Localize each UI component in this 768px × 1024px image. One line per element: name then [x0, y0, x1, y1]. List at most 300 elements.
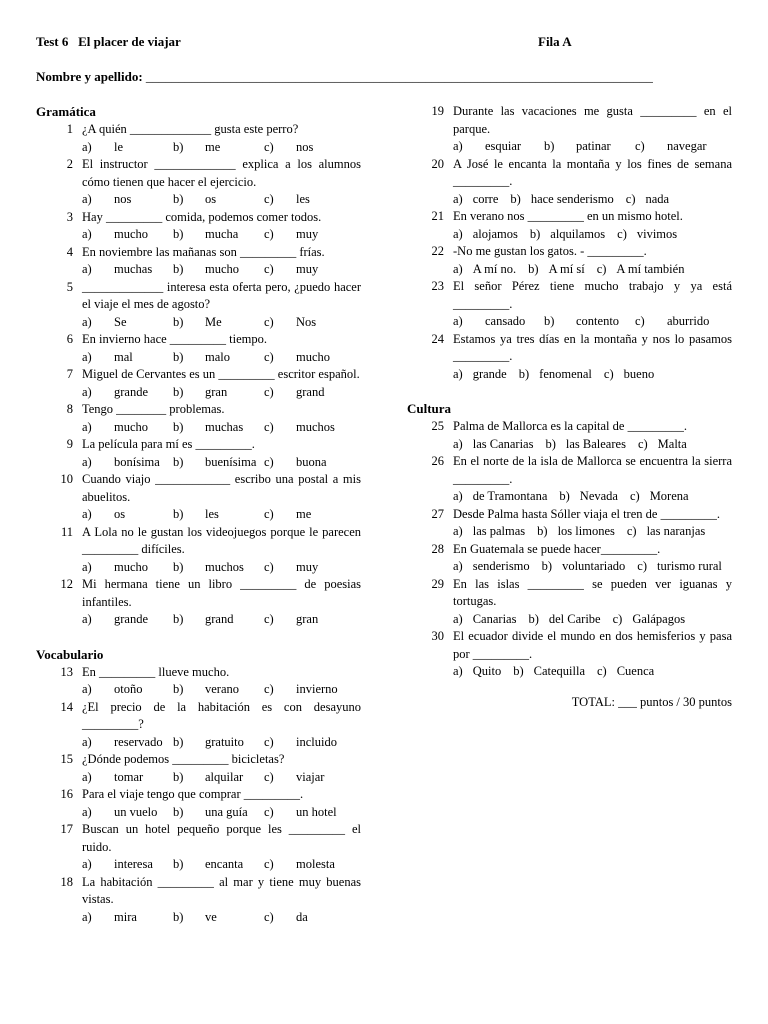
option-letter: c) [264, 314, 274, 329]
option-c[interactable] [637, 558, 722, 576]
option-c[interactable] [613, 611, 685, 629]
option-b[interactable] [519, 366, 592, 384]
option-a[interactable] [82, 559, 173, 577]
option-text: mucho [114, 227, 149, 241]
option-text: los limones [557, 524, 615, 538]
option-b[interactable] [173, 909, 264, 927]
answer-options-7 [36, 384, 361, 402]
option-c[interactable] [264, 611, 355, 629]
question-number: 23 [431, 279, 444, 293]
option-a[interactable] [453, 611, 516, 629]
option-text: le [114, 139, 124, 154]
option-c[interactable] [264, 856, 355, 874]
option-text: mucha [205, 227, 239, 241]
fila-label: Fila A [538, 34, 572, 49]
option-c[interactable] [264, 909, 355, 927]
option-b[interactable] [530, 226, 605, 244]
option-text: hace senderismo [530, 191, 614, 206]
option-b[interactable] [173, 191, 264, 209]
question-number: 30 [431, 629, 444, 643]
option-a[interactable] [82, 804, 173, 822]
option-a[interactable] [453, 523, 525, 541]
option-text: muy [296, 262, 319, 276]
question-25 [407, 418, 732, 436]
answer-options-26 [407, 488, 732, 506]
question-number: 18 [60, 874, 73, 889]
option-b[interactable] [528, 611, 600, 629]
option-c[interactable] [264, 191, 355, 209]
option-letter: c) [264, 139, 274, 154]
option-c[interactable] [264, 419, 355, 437]
question-number: 11 [60, 524, 73, 539]
option-a[interactable] [453, 313, 544, 331]
option-letter: a) [82, 419, 92, 434]
option-a[interactable] [82, 454, 173, 472]
question-number: 21 [431, 209, 444, 223]
question-27 [407, 506, 732, 524]
answer-options-6 [36, 349, 361, 367]
option-text: Malta [657, 436, 687, 451]
option-b[interactable] [173, 226, 264, 244]
option-letter: a) [453, 559, 463, 573]
option-letter: c) [603, 366, 614, 381]
option-text: bueno [623, 366, 655, 381]
option-b[interactable] [173, 139, 264, 157]
option-letter: a) [453, 366, 463, 381]
question-number: 10 [60, 472, 73, 486]
left-column [36, 103, 361, 926]
option-text: grand [205, 612, 234, 626]
option-c[interactable] [597, 261, 685, 279]
question-16 [36, 786, 361, 804]
option-text: Se [114, 314, 127, 329]
option-letter: a) [82, 804, 92, 819]
option-text: mucho [114, 559, 149, 574]
option-letter: b) [513, 664, 524, 678]
answer-options-22 [407, 261, 732, 279]
option-letter: a) [453, 489, 463, 503]
option-b[interactable] [173, 681, 264, 699]
question-text: El instructor _____________ explica a los alumnos cómo tienen que hacer el ejercicio. [82, 157, 361, 189]
option-text: turismo rural [656, 559, 722, 573]
question-text: El ecuador divide el mundo en dos hemisferios y pasa por _________. [453, 629, 732, 661]
option-letter: c) [625, 191, 636, 206]
option-letter: a) [453, 261, 463, 276]
option-text: verano [205, 682, 240, 696]
option-letter: c) [264, 454, 274, 469]
option-text: muchos [205, 559, 244, 574]
option-c[interactable] [264, 769, 355, 787]
option-letter: b) [529, 226, 541, 241]
option-a[interactable] [82, 611, 173, 629]
option-letter: c) [612, 611, 623, 626]
option-letter: b) [173, 384, 184, 399]
question-text: -No me gustan los gatos. - _________. [453, 244, 647, 258]
option-b[interactable] [173, 734, 264, 752]
option-b[interactable] [173, 384, 264, 402]
option-b[interactable] [542, 558, 626, 576]
option-a[interactable] [82, 261, 173, 279]
option-a[interactable] [453, 436, 533, 454]
option-text: Cuenca [616, 664, 655, 678]
question-22 [407, 243, 732, 261]
option-letter: a) [82, 139, 92, 154]
option-c[interactable] [638, 436, 687, 454]
option-text: las naranjas [646, 524, 706, 538]
option-text: A mí no. [472, 261, 517, 276]
option-letter: c) [626, 524, 637, 538]
option-letter: c) [597, 664, 607, 678]
name-label: Nombre y apellido: [36, 69, 143, 84]
option-letter: c) [596, 261, 607, 276]
option-letter: c) [264, 349, 274, 364]
option-a[interactable] [453, 226, 518, 244]
question-29 [407, 576, 732, 611]
option-text: encanta [205, 857, 244, 871]
option-b[interactable] [173, 856, 264, 874]
option-text: las palmas [472, 524, 526, 538]
question-30 [407, 628, 732, 663]
question-text: Durante las vacaciones me gusta _________ en el parque. [453, 104, 732, 136]
question-3 [36, 209, 361, 227]
option-letter: b) [537, 524, 548, 538]
option-b[interactable] [528, 261, 585, 279]
option-text: del Caribe [548, 611, 601, 626]
option-letter: b) [173, 507, 184, 521]
question-1 [36, 121, 361, 139]
option-text: corre [472, 191, 499, 206]
option-a[interactable] [82, 384, 173, 402]
option-b[interactable] [173, 261, 264, 279]
question-number: 14 [60, 699, 73, 714]
answer-options-5 [36, 314, 361, 332]
question-text: A José le encanta la montaña y los fines de semana _________. [453, 156, 732, 188]
option-b[interactable] [173, 769, 264, 787]
option-letter: a) [82, 384, 92, 399]
option-c[interactable] [264, 226, 355, 244]
option-letter: a) [453, 191, 463, 206]
option-text: fenomenal [539, 366, 592, 381]
option-letter: a) [453, 139, 463, 153]
option-letter: b) [173, 139, 184, 154]
option-text: grande [114, 612, 149, 626]
question-text: La película para mí es _________. [82, 437, 255, 451]
option-b[interactable] [544, 138, 635, 156]
option-a[interactable] [453, 488, 547, 506]
question-number: 17 [60, 822, 73, 836]
option-a[interactable] [82, 139, 173, 157]
option-c[interactable] [617, 226, 677, 244]
option-text: Catequilla [533, 664, 585, 678]
question-number: 5 [66, 279, 73, 294]
option-letter: c) [617, 226, 627, 241]
option-text: les [205, 507, 219, 521]
question-12 [36, 576, 361, 611]
answer-options-3 [36, 226, 361, 244]
option-text: patinar [576, 139, 611, 153]
option-text: contento [576, 314, 620, 328]
option-letter: a) [453, 314, 463, 328]
option-letter: b) [518, 366, 530, 381]
option-letter: b) [173, 227, 184, 241]
option-letter: c) [264, 559, 274, 574]
answer-options-23 [407, 313, 732, 331]
option-a[interactable] [82, 506, 173, 524]
option-a[interactable] [82, 681, 173, 699]
option-letter: c) [264, 192, 274, 206]
question-text: En _________ llueve mucho. [82, 664, 230, 679]
option-letter: b) [559, 489, 570, 503]
option-letter: b) [541, 559, 553, 573]
option-text: interesa [114, 857, 153, 871]
section-title-cultura: Cultura [407, 401, 452, 416]
option-c[interactable] [264, 506, 355, 524]
question-text: En invierno hace _________ tiempo. [82, 332, 268, 346]
option-text: un hotel [296, 804, 337, 819]
option-c[interactable] [264, 139, 355, 157]
option-letter: a) [82, 314, 92, 329]
option-text: mucho [296, 349, 331, 364]
option-letter: c) [264, 857, 274, 871]
option-text: nos [296, 139, 314, 154]
option-text: las Canarias [472, 436, 534, 451]
option-a[interactable] [453, 663, 501, 681]
option-text: Quito [472, 664, 502, 678]
question-text: A Lola no le gustan los videojuegos porque le parecen _________ difíciles. [82, 524, 361, 556]
option-letter: b) [173, 769, 184, 784]
answer-options-20 [407, 191, 732, 209]
option-a[interactable] [82, 856, 173, 874]
question-number: 28 [431, 541, 444, 556]
option-text: mal [114, 349, 133, 364]
question-number: 4 [66, 244, 73, 259]
option-letter: b) [173, 804, 184, 819]
question-8 [36, 401, 361, 419]
option-c[interactable] [264, 349, 355, 367]
question-number: 25 [431, 419, 444, 433]
option-letter: c) [637, 559, 647, 573]
option-c[interactable] [627, 523, 705, 541]
option-letter: c) [264, 682, 274, 696]
question-text: ¿El precio de la habitación es con desayuno _________? [82, 699, 361, 731]
question-text: ¿A quién _____________ gusta este perro? [82, 122, 299, 136]
option-letter: a) [82, 769, 92, 784]
option-text: incluido [296, 734, 337, 749]
option-letter: b) [173, 349, 184, 364]
option-letter: b) [173, 192, 184, 206]
option-b[interactable] [537, 523, 615, 541]
option-letter: a) [82, 909, 92, 924]
option-b[interactable] [173, 314, 264, 332]
option-letter: b) [173, 454, 184, 469]
option-text: buona [296, 454, 327, 469]
option-a[interactable] [82, 314, 173, 332]
option-letter: a) [82, 612, 92, 626]
option-a[interactable] [82, 191, 173, 209]
option-letter: b) [173, 734, 184, 749]
option-text: nada [645, 191, 670, 206]
option-text: gran [205, 384, 228, 399]
option-c[interactable] [264, 261, 355, 279]
option-letter: a) [82, 227, 92, 241]
option-b[interactable] [173, 506, 264, 524]
question-24 [407, 331, 732, 366]
option-a[interactable] [453, 138, 544, 156]
option-b[interactable] [173, 349, 264, 367]
option-letter: b) [173, 314, 184, 329]
option-text: molesta [296, 857, 335, 871]
option-a[interactable] [82, 349, 173, 367]
question-2 [36, 156, 361, 191]
question-11 [36, 524, 361, 559]
option-c[interactable] [264, 384, 355, 402]
option-text: bonísima [114, 454, 160, 469]
option-c[interactable] [597, 663, 654, 681]
question-26 [407, 453, 732, 488]
question-14 [36, 699, 361, 734]
question-9 [36, 436, 361, 454]
option-text: muchos [296, 419, 335, 434]
question-text: _____________ interesa esta oferta pero, ¿puedo hacer el viaje el mes de agosto? [82, 279, 361, 311]
name-line [36, 69, 653, 85]
option-c[interactable] [626, 191, 669, 209]
question-23 [407, 278, 732, 313]
option-c[interactable] [264, 804, 355, 822]
option-c[interactable] [635, 138, 726, 156]
answer-options-28 [407, 558, 732, 576]
section-title-gramatica: Gramática [36, 104, 96, 119]
option-letter: a) [453, 524, 463, 538]
option-text: muy [296, 227, 319, 241]
option-c[interactable] [264, 454, 355, 472]
option-text: malo [205, 349, 230, 364]
option-b[interactable] [513, 663, 585, 681]
option-c[interactable] [264, 314, 355, 332]
question-text: En Guatemala se puede hacer_________. [453, 541, 661, 556]
option-c[interactable] [264, 559, 355, 577]
option-a[interactable] [82, 226, 173, 244]
option-c[interactable] [635, 313, 726, 331]
option-letter: c) [264, 909, 274, 924]
option-c[interactable] [264, 681, 355, 699]
option-text: Galápagos [632, 611, 686, 626]
option-text: senderismo [472, 559, 530, 573]
question-number: 9 [66, 437, 73, 451]
option-text: ve [205, 909, 217, 924]
option-text: Me [205, 314, 222, 329]
option-a[interactable] [82, 419, 173, 437]
option-a[interactable] [453, 558, 530, 576]
answer-options-18 [36, 909, 361, 927]
option-letter: c) [264, 769, 274, 784]
option-letter: c) [264, 419, 274, 434]
question-text: Hay _________ comida, podemos comer todos. [82, 209, 322, 224]
option-b[interactable] [173, 611, 264, 629]
question-number: 16 [60, 787, 73, 801]
option-text: nos [114, 192, 132, 206]
question-text: En el norte de la isla de Mallorca se encuentra la sierra _________. [453, 454, 732, 486]
option-text: invierno [296, 682, 338, 696]
option-letter: c) [635, 139, 645, 153]
option-b[interactable] [173, 454, 264, 472]
question-number: 19 [431, 104, 444, 118]
answer-options-25 [407, 436, 732, 454]
option-text: Nevada [579, 489, 618, 503]
option-text: esquiar [485, 139, 522, 153]
option-a[interactable] [82, 769, 173, 787]
option-a[interactable] [82, 909, 173, 927]
option-b[interactable] [173, 559, 264, 577]
option-text: buenísima [205, 454, 257, 469]
option-text: cansado [485, 314, 526, 328]
question-text: En verano nos _________ en un mismo hotel. [453, 209, 683, 223]
question-21 [407, 208, 732, 226]
question-text: Palma de Mallorca es la capital de _________. [453, 419, 687, 433]
option-letter: b) [173, 857, 184, 871]
question-text: Miguel de Cervantes es un _________ escritor español. [82, 367, 360, 381]
option-c[interactable] [264, 734, 355, 752]
option-text: Canarias [472, 611, 517, 626]
question-text: En noviembre las mañanas son _________ frías. [82, 244, 325, 259]
question-number: 3 [66, 209, 73, 224]
option-letter: a) [453, 226, 463, 241]
question-text: Mi hermana tiene un libro _________ de poesias infantiles. [82, 577, 361, 609]
answer-options-15 [36, 769, 361, 787]
option-a[interactable] [453, 366, 507, 384]
option-c[interactable] [630, 488, 689, 506]
answer-options-19 [407, 138, 732, 156]
option-b[interactable] [173, 804, 264, 822]
option-letter: c) [264, 507, 274, 521]
option-text: da [296, 909, 308, 924]
option-text: muchas [205, 419, 244, 434]
option-b[interactable] [545, 436, 625, 454]
option-letter: b) [173, 419, 184, 434]
option-b[interactable] [510, 191, 613, 209]
question-4 [36, 244, 361, 262]
option-b[interactable] [173, 419, 264, 437]
option-c[interactable] [604, 366, 654, 384]
question-number: 8 [66, 402, 73, 416]
option-a[interactable] [82, 734, 173, 752]
answer-options-29 [407, 611, 732, 629]
option-letter: a) [82, 454, 92, 469]
option-letter: b) [528, 611, 539, 626]
option-a[interactable] [453, 261, 516, 279]
option-letter: a) [82, 192, 92, 206]
question-number: 20 [431, 156, 444, 171]
option-letter: a) [82, 507, 92, 521]
option-b[interactable] [559, 488, 618, 506]
question-text: En las islas _________ se pueden ver iguanas y tortugas. [453, 576, 732, 608]
option-text: vivimos [636, 226, 678, 241]
option-text: grande [114, 384, 149, 399]
option-letter: b) [173, 612, 184, 626]
option-b[interactable] [544, 313, 635, 331]
name-blank[interactable]: ______________________________________________________________________________ [145, 69, 653, 84]
question-number: 27 [431, 506, 444, 521]
option-text: gratuito [205, 734, 244, 749]
section-spacer [407, 383, 732, 400]
option-a[interactable] [453, 191, 498, 209]
question-text: La habitación _________ al mar y tiene muy buenas vistas. [82, 874, 361, 906]
option-letter: b) [173, 682, 184, 696]
question-7 [36, 366, 361, 384]
option-letter: c) [635, 314, 645, 328]
question-number: 13 [60, 664, 73, 679]
option-text: viajar [296, 769, 325, 784]
option-text: mucho [114, 419, 149, 434]
